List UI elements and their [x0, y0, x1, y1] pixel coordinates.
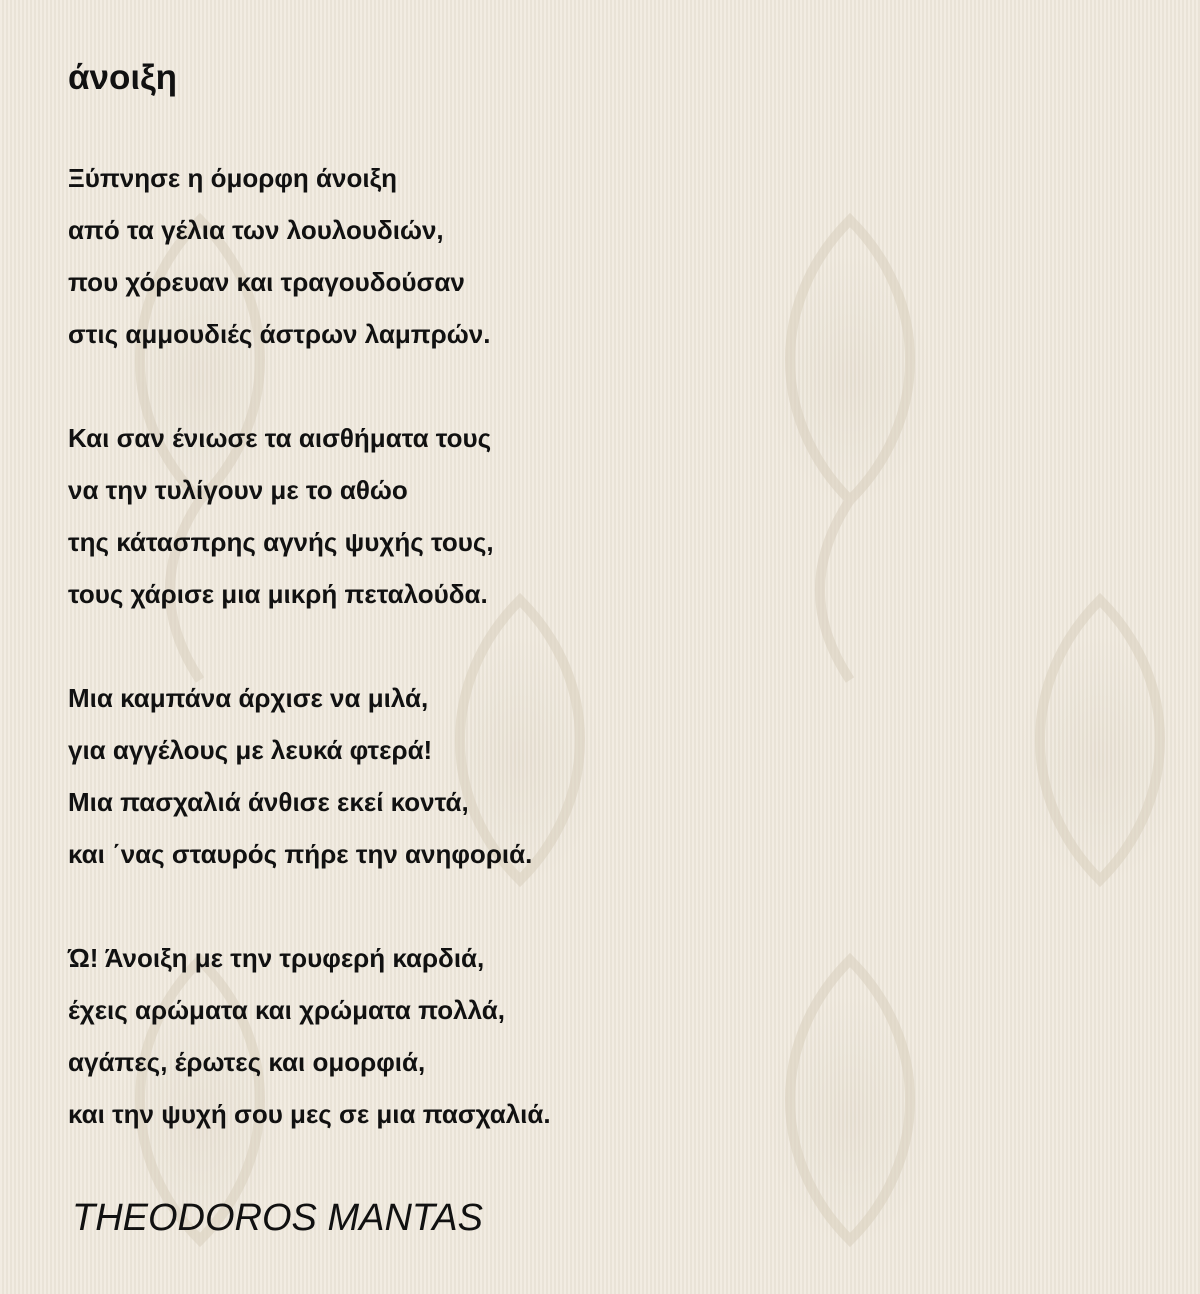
poem-line: Μια πασχαλιά άνθισε εκεί κοντά, [68, 787, 469, 817]
poem-author: THEODOROS MANTAS [72, 1197, 483, 1239]
poem-line: Ξύπνησε η όμορφη άνοιξη [68, 163, 398, 193]
poem-line: από τα γέλια των λουλουδιών, [68, 215, 444, 245]
poem-line: Και σαν ένιωσε τα αισθήματα τους [68, 423, 492, 453]
poem-line: και ΄νας σταυρός πήρε την ανηφοριά. [68, 839, 533, 869]
poem-line: και την ψυχή σου μες σε μια πασχαλιά. [68, 1099, 551, 1129]
poem-line: Ώ! Άνοιξη με την τρυφερή καρδιά, [68, 943, 485, 973]
poem-body [68, 152, 551, 1140]
stanza-4 [68, 932, 551, 1140]
stanza-1 [68, 152, 551, 360]
poem-title: άνοιξη [68, 58, 178, 97]
poem-line: τους χάρισε μια μικρή πεταλούδα. [68, 579, 488, 609]
poem-line: της κάτασπρης αγνής ψυχής τους, [68, 527, 494, 557]
poem-line: Μια καμπάνα άρχισε να μιλά, [68, 683, 429, 713]
poem-line: που χόρευαν και τραγουδούσαν [68, 267, 465, 297]
poem-line: για αγγέλους με λευκά φτερά! [68, 735, 433, 765]
stanza-3 [68, 672, 551, 880]
poem-line: αγάπες, έρωτες και ομορφιά, [68, 1047, 426, 1077]
stanza-2 [68, 412, 551, 620]
poem-line: έχεις αρώματα και χρώματα πολλά, [68, 995, 505, 1025]
poem-line: στις αμμουδιές άστρων λαμπρών. [68, 319, 491, 349]
poem-line: να την τυλίγουν με το αθώο [68, 475, 408, 505]
